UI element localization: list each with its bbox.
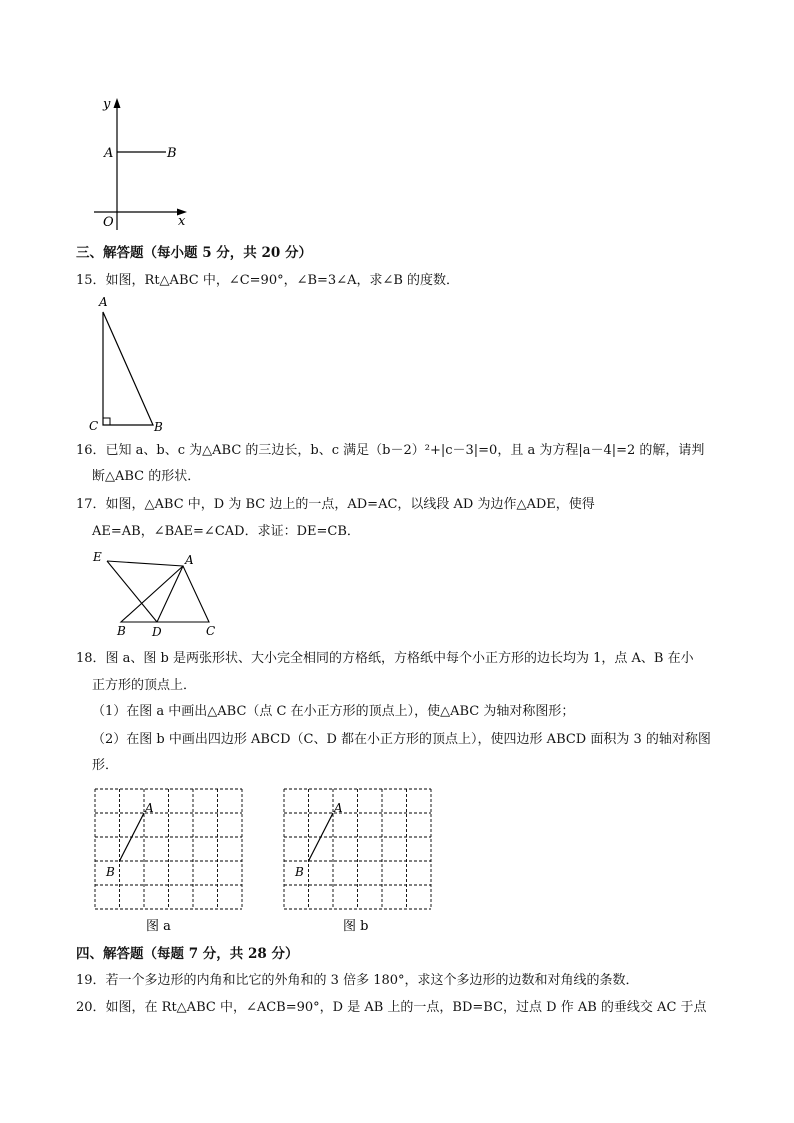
label-a: A — [334, 801, 343, 815]
label-b: B — [106, 865, 115, 879]
question-18-part-1: （1）在图 a 中画出△ABC（点 C 在小正方形的顶点上），使△ABC 为轴对称图形； — [92, 704, 575, 719]
label-c: C — [206, 624, 216, 638]
label-a: A — [145, 801, 154, 815]
question-20: 20．如图，在 Rt△ABC 中，∠ACB=90°，D 是 AB 上的一点，BD=BC，过点 D 作 AB 的垂线交 AC 于点 — [76, 1000, 707, 1015]
label-b: B — [167, 146, 177, 161]
label-y: y — [103, 97, 111, 112]
label-o: O — [103, 215, 114, 230]
question-17-line-2: AE=AB，∠BAE=∠CAD．求证：DE=CB． — [92, 524, 360, 539]
section-4-title: 四、解答题（每题 7 分，共 28 分） — [76, 946, 299, 962]
triangle-abc — [103, 312, 153, 425]
coordinate-figure — [90, 92, 200, 232]
y-axis-arrow — [114, 98, 121, 108]
question-16-line-1: 16．已知 a、b、c 为△ABC 的三边长，b、c 满足（b－2）²+|c－3|=0，且 a 为方程|a－4|=2 的解，请判 — [76, 443, 705, 458]
label-b: B — [295, 865, 304, 879]
section-3-title: 三、解答题（每小题 5 分，共 20 分） — [76, 245, 312, 261]
label-b: B — [154, 420, 163, 434]
caption: 图 a — [146, 919, 171, 934]
label-b: B — [117, 624, 126, 638]
question-18-part-2-cont: 形． — [92, 758, 119, 773]
grid-figure-b — [279, 785, 439, 935]
question-18-part-2: （2）在图 b 中画出四边形 ABCD（C、D 都在小正方形的顶点上），使四边形 ABCD 面积为 3 的轴对称图 — [92, 732, 711, 747]
grid-lines — [284, 789, 431, 909]
label-a: A — [99, 295, 108, 309]
label-x: x — [178, 214, 186, 229]
right-angle-mark — [103, 418, 110, 425]
right-triangle-figure — [86, 294, 176, 434]
label-d: D — [152, 625, 162, 639]
caption: 图 b — [343, 919, 369, 934]
grid-lines — [95, 789, 242, 909]
question-19: 19．若一个多边形的内角和比它的外角和的 3 倍多 180°，求这个多边形的边数和对角线的条数． — [76, 973, 639, 988]
grid-figure-a — [90, 785, 250, 935]
question-18-line-2: 正方形的顶点上． — [92, 678, 197, 693]
question-17-line-1: 17．如图，△ABC 中，D 为 BC 边上的一点，AD=AC，以线段 AD 为边作△ADE，使得 — [76, 497, 595, 512]
segment-ea — [107, 561, 183, 566]
segment-ad — [157, 566, 183, 622]
label-a: A — [104, 146, 114, 161]
question-15: 15．如图，Rt△ABC 中，∠C=90°，∠B=3∠A，求∠B 的度数． — [76, 273, 460, 288]
segment-ed — [107, 561, 157, 622]
label-e: E — [93, 550, 102, 564]
label-c: C — [89, 419, 99, 433]
label-a: A — [185, 553, 194, 567]
triangle-ade-figure — [86, 546, 226, 642]
question-16-line-2: 断△ABC 的形状． — [92, 469, 201, 484]
question-18-line-1: 18．图 a、图 b 是两张形状、大小完全相同的方格纸，方格纸中每个小正方形的边长均为 1，点 A、B 在小 — [76, 651, 694, 666]
